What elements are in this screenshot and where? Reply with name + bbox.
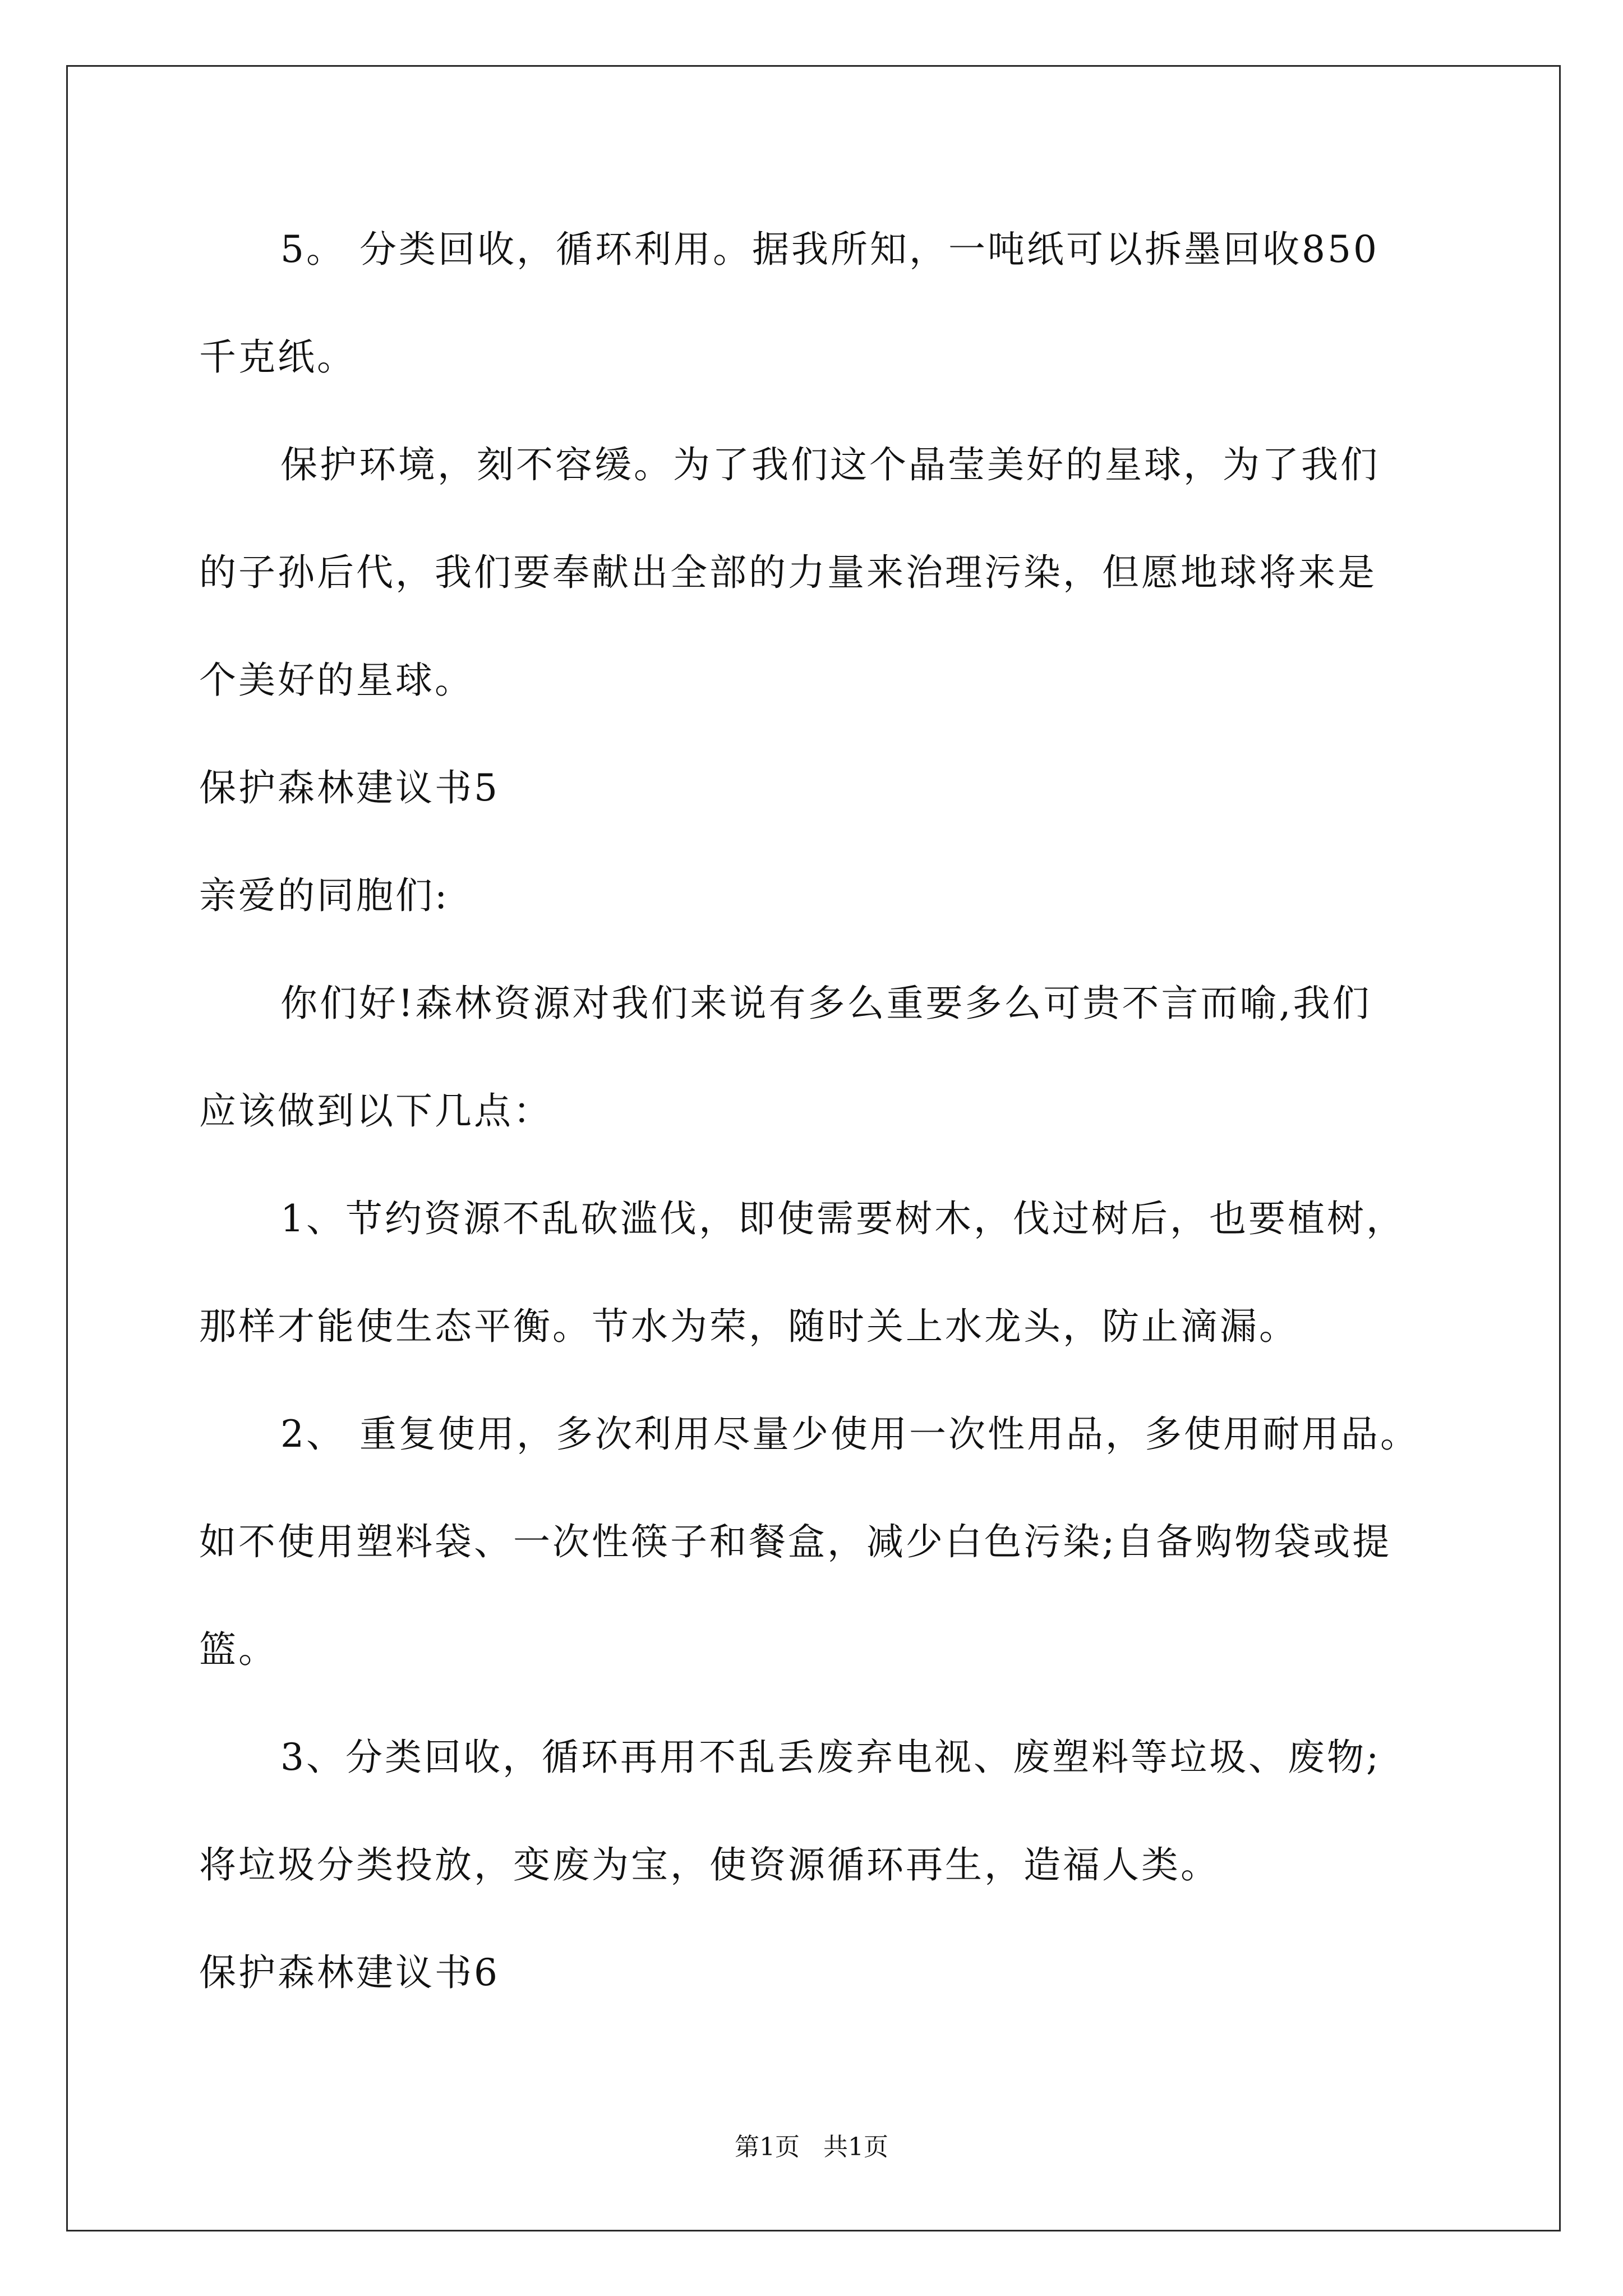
text-line: 3、分类回收，循环再用不乱丢废弃电视、废塑料等垃圾、废物;	[280, 1736, 1381, 1779]
text-line: 5。 分类回收，循环利用。据我所知，一吨纸可以拆墨回收850	[280, 228, 1379, 271]
text-line: 应该做到以下几点：	[199, 1089, 552, 1133]
text-line: 那样才能使生态平衡。节水为荣，随时关上水龙头，防止滴漏。	[199, 1305, 1298, 1348]
text-line: 将垃圾分类投放，变废为宝，使资源循环再生，造福人类。	[199, 1843, 1220, 1887]
salutation: 亲爱的同胞们:	[199, 874, 450, 917]
text-line: 的子孙后代，我们要奉献出全部的力量来治理污染，但愿地球将来是	[199, 551, 1377, 594]
text-line: 如不使用塑料袋、一次性筷子和餐盒，减少白色污染;自备购物袋或提	[199, 1520, 1392, 1563]
text-line: 千克纸。	[199, 335, 356, 379]
text-line: 个美好的星球。	[199, 659, 474, 702]
section-heading: 保护森林建议书5	[199, 766, 500, 809]
text-line: 篮。	[199, 1628, 278, 1671]
text-line: 1、节约资源不乱砍滥伐，即使需要树木，伐过树后，也要植树，	[280, 1197, 1405, 1240]
section-heading: 保护森林建议书6	[199, 1951, 500, 1994]
text-line: 2、 重复使用，多次利用尽量少使用一次性用品，多使用耐用品。	[280, 1412, 1419, 1456]
page-number-footer: 第1页 共1页	[735, 2133, 888, 2161]
page-border	[66, 65, 1561, 2231]
text-line: 保护环境，刻不容缓。为了我们这个晶莹美好的星球，为了我们	[280, 443, 1380, 486]
text-line: 你们好!森林资源对我们来说有多么重要多么可贵不言而喻,我们	[280, 982, 1372, 1025]
